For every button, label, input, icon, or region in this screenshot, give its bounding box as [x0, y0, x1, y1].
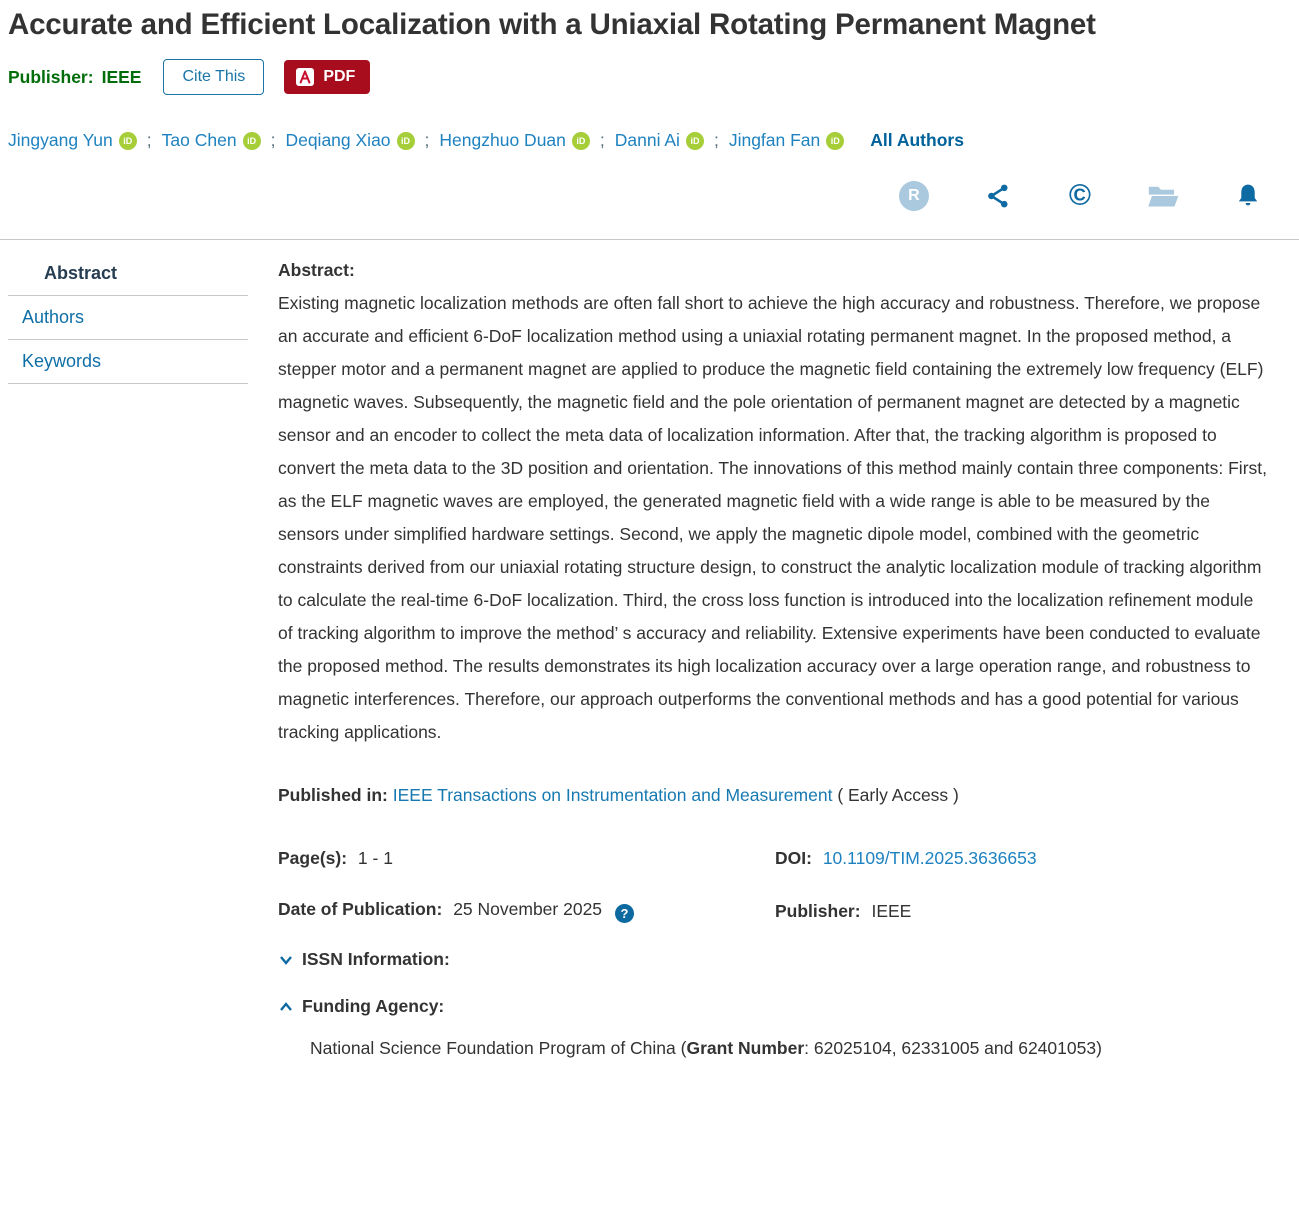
- orcid-icon[interactable]: iD: [826, 132, 844, 150]
- publication-date-row: [278, 899, 775, 923]
- authors-row: [8, 130, 1299, 151]
- publisher-row: [8, 56, 1299, 98]
- publisher-meta-value: IEEE: [871, 900, 912, 921]
- metadata-grid: [278, 848, 1270, 923]
- abstract-text: Existing magnetic localization methods are often fall short to achieve the high accuracy and robustness. Therefore, we propose an accurate and efficient 6-DoF localization method using a uniaxial rotating permanent magnet. In the proposed method, a stepper motor and a permanent magnet are applied to produce the magnetic field containing the extremely low frequency (ELF) magnetic waves. Subsequently, the magnetic field and the pole orientation of permanent magnet are detected by a magnetic sensor and an encoder to collect the meta data of localization information. After that, the tracking algorithm is proposed to convert the meta data to the 3D position and orientation. The innovations of this method mainly contain three components: First, as the ELF magnetic waves are employed, the generated magnetic field with a wide range is able to be measured by the sensors under simplified hardware settings. Second, we apply the magnetic dipole model, combined with the geometric constraints derived from our uniaxial rotating structure design, to construct the analytic localization module of tracking algorithm to calculate the real-time 6-DoF localization. Third, the cross loss function is introduced into the localization refinement module of tracking algorithm to improve the method’ s accuracy and reliability. Extensive experiments have been conducted to evaluate the proposed method. The results demonstrates its high localization accuracy over a large operation range, and robustness to magnetic interferences. Therefore, our approach outperforms the conventional methods and has a good potential for various tracking applications.: [278, 293, 1267, 742]
- sidebar-item-keywords[interactable]: Keywords: [8, 340, 248, 384]
- author-link[interactable]: Tao Chen: [161, 130, 237, 150]
- author-link[interactable]: Danni Ai: [614, 130, 680, 150]
- all-authors-link[interactable]: All Authors: [870, 130, 964, 150]
- publication-date-value: 25 November 2025: [453, 899, 603, 919]
- abstract-heading: Abstract:: [278, 260, 355, 280]
- page-title: Accurate and Efficient Localization with a Uniaxial Rotating Permanent Magnet: [8, 8, 1096, 41]
- copyright-icon[interactable]: ©: [1068, 179, 1091, 212]
- grant-number-label: Grant Number: [686, 1038, 805, 1058]
- content-area: [0, 240, 1299, 1059]
- cite-this-button[interactable]: Cite This: [163, 59, 264, 95]
- pdf-button-label: PDF: [323, 68, 356, 85]
- pdf-button[interactable]: [284, 60, 370, 94]
- author-link[interactable]: Hengzhuo Duan: [439, 130, 566, 150]
- pages-row: [278, 848, 775, 869]
- published-in-label: Published in:: [278, 785, 388, 805]
- main-column: [278, 240, 1270, 1059]
- publisher-meta-row: [775, 901, 1270, 922]
- funding-agency-label: Funding Agency:: [302, 996, 445, 1016]
- journal-link[interactable]: IEEE Transactions on Instrumentation and Measurement: [392, 785, 833, 805]
- author-link[interactable]: Deqiang Xiao: [285, 130, 391, 150]
- doi-link[interactable]: 10.1109/TIM.2025.3636653: [822, 848, 1037, 868]
- pages-label: Page(s):: [278, 848, 348, 868]
- orcid-icon[interactable]: iD: [572, 132, 590, 150]
- orcid-icon[interactable]: iD: [686, 132, 704, 150]
- funding-prefix: National Science Foundation Program of China (: [310, 1038, 687, 1058]
- funding-agency-text: [310, 1038, 1270, 1059]
- sidebar-item-authors[interactable]: Authors: [8, 296, 248, 340]
- share-icon[interactable]: [985, 182, 1013, 210]
- early-access-note: ( Early Access ): [837, 785, 959, 805]
- orcid-icon[interactable]: iD: [397, 132, 415, 150]
- author-separator: ;: [713, 130, 719, 150]
- doi-label: DOI:: [775, 848, 812, 868]
- author-link[interactable]: Jingfan Fan: [728, 130, 821, 150]
- document-nav-sidebar: [8, 240, 248, 384]
- funding-suffix: : 62025104, 62331005 and 62401053): [804, 1038, 1102, 1058]
- doi-row: [775, 848, 1270, 869]
- orcid-icon[interactable]: iD: [243, 132, 261, 150]
- author-separator: ;: [599, 130, 605, 150]
- publisher-label: Publisher:: [8, 66, 94, 87]
- action-icons-row: [0, 179, 1261, 213]
- publication-date-label: Date of Publication:: [278, 899, 443, 919]
- pages-value: 1 - 1: [357, 848, 393, 868]
- publisher-value: IEEE: [101, 66, 142, 87]
- folder-icon[interactable]: [1147, 183, 1179, 209]
- funding-agency-toggle[interactable]: [278, 996, 1270, 1017]
- reader-mode-icon[interactable]: R: [899, 181, 929, 211]
- chevron-up-icon: [278, 999, 294, 1015]
- alerts-bell-icon[interactable]: [1235, 182, 1261, 210]
- author-separator: ;: [270, 130, 276, 150]
- issn-information-toggle[interactable]: [278, 949, 1270, 970]
- published-in-row: [278, 785, 1270, 806]
- article-page: [0, 6, 1299, 1059]
- chevron-down-icon: [278, 952, 294, 968]
- publisher-meta-label: Publisher:: [775, 900, 861, 921]
- author-link[interactable]: Jingyang Yun: [8, 130, 113, 150]
- author-separator: ;: [424, 130, 430, 150]
- author-separator: ;: [146, 130, 152, 150]
- pdf-file-icon: [295, 67, 315, 87]
- issn-information-label: ISSN Information:: [302, 949, 450, 969]
- orcid-icon[interactable]: iD: [119, 132, 137, 150]
- sidebar-item-abstract[interactable]: Abstract: [8, 252, 248, 296]
- help-icon[interactable]: ?: [615, 904, 634, 923]
